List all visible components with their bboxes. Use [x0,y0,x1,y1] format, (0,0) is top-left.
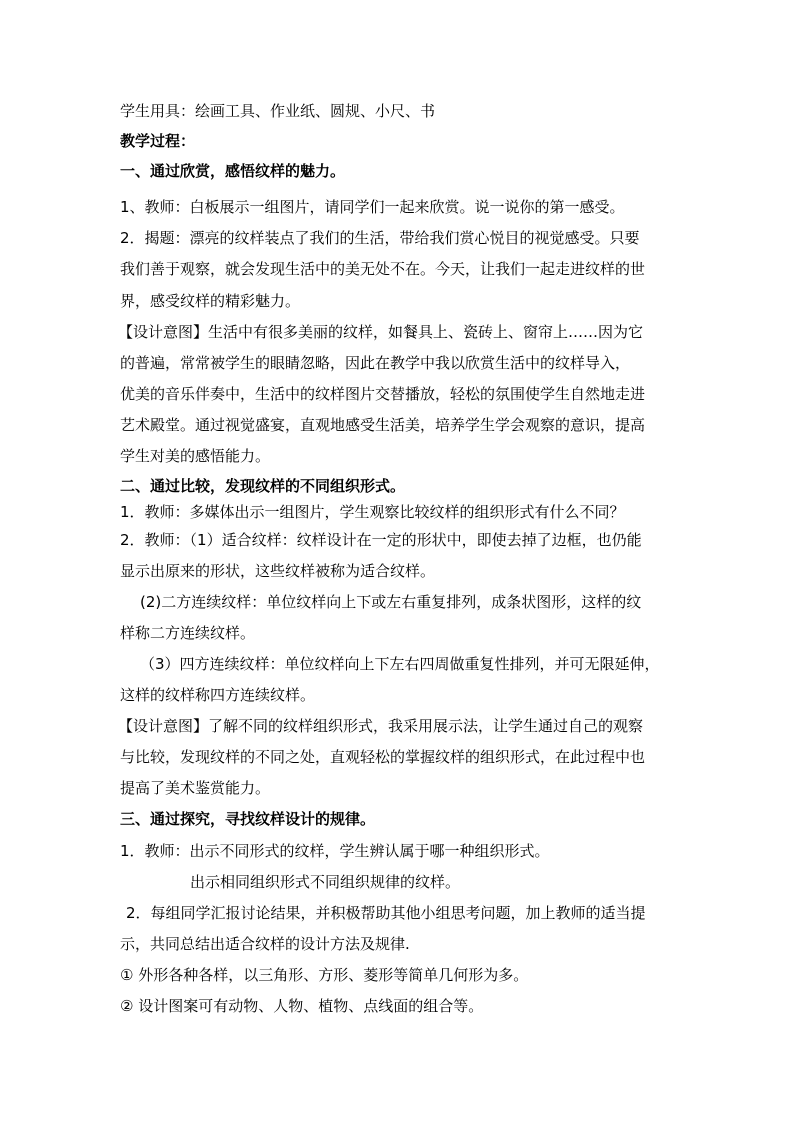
text-line: 1．教师：出示不同形式的纹样，学生辨认属于哪一种组织形式。 [120,842,550,860]
text-line: 出示相同组织形式不同组织规律的纹样。 [190,873,461,891]
text-line: 优美的音乐伴奏中，生活中的纹样图片交替播放，轻松的氛围使学生自然地走进 [120,385,646,403]
section-heading: 二、通过比较，发现纹样的不同组织形式。 [120,477,406,495]
text-line: 1、教师：白板展示一组图片，请同学们一起来欣赏。说一说你的第一感受。 [120,198,625,216]
text-line: 【设计意图】生活中有很多美丽的纹样，如餐具上、瓷砖上、窗帘上……因为它 [118,323,644,341]
text-line: 2．教师：（1）适合纹样：纹样设计在一定的形状中，即使去掉了边框，也仍能 [120,531,642,549]
section-heading: 教学过程： [120,132,196,150]
text-line: 2．每组同学汇报讨论结果，并积极帮助其他小组思考问题，加上教师的适当提 [126,904,646,922]
text-line: (2)二方连续纹样：单位纹样向上下或左右重复排列，成条状图形，这样的纹 [140,593,642,611]
text-line: 学生用具：绘画工具、作业纸、圆规、小尺、书 [120,102,436,120]
text-line: （3）四方连续纹样：单位纹样向上下左右四周做重复性排列，并可无限延伸， [140,655,660,673]
text-line: 这样的纹样称四方连续纹样。 [120,686,316,704]
text-line: 提高了美术鉴赏能力。 [120,779,271,797]
text-line: 与比较，发现纹样的不同之处，直观轻松的掌握纹样的组织形式，在此过程中也 [120,748,646,766]
text-line: 示，共同总结出适合纹样的设计方法及规律. [120,935,410,953]
section-heading: 三、通过探究，寻找纹样设计的规律。 [120,810,376,828]
text-line: 样称二方连续纹样。 [120,624,256,642]
text-line: 艺术殿堂。通过视觉盛宴，直观地感受生活美，培养学生学会观察的意识，提高 [120,416,646,434]
text-line: 显示出原来的形状，这些纹样被称为适合纹样。 [120,562,436,580]
text-line: 1．教师：多媒体出示一组图片，学生观察比较纹样的组织形式有什么不同？ [120,503,625,521]
text-line: ① 外形各种各样，以三角形、方形、菱形等简单几何形为多。 [120,966,529,984]
text-line: 界，感受纹样的精彩魅力。 [120,292,301,310]
text-line: 【设计意图】了解不同的纹样组织形式，我采用展示法，让学生通过自己的观察 [118,717,644,735]
section-heading: 一、通过欣赏，感悟纹样的魅力。 [120,162,346,180]
text-line: 的普遍，常常被学生的眼睛忽略，因此在教学中我以欣赏生活中的纹样导入， [120,354,631,372]
text-line: 我们善于观察，就会发现生活中的美无处不在。今天，让我们一起走进纹样的世 [120,260,646,278]
text-line: ② 设计图案可有动物、人物、植物、点线面的组合等。 [120,997,484,1015]
text-line: 2．揭题：漂亮的纹样装点了我们的生活，带给我们赏心悦目的视觉感受。只要 [120,229,640,247]
text-line: 学生对美的感悟能力。 [120,447,271,465]
